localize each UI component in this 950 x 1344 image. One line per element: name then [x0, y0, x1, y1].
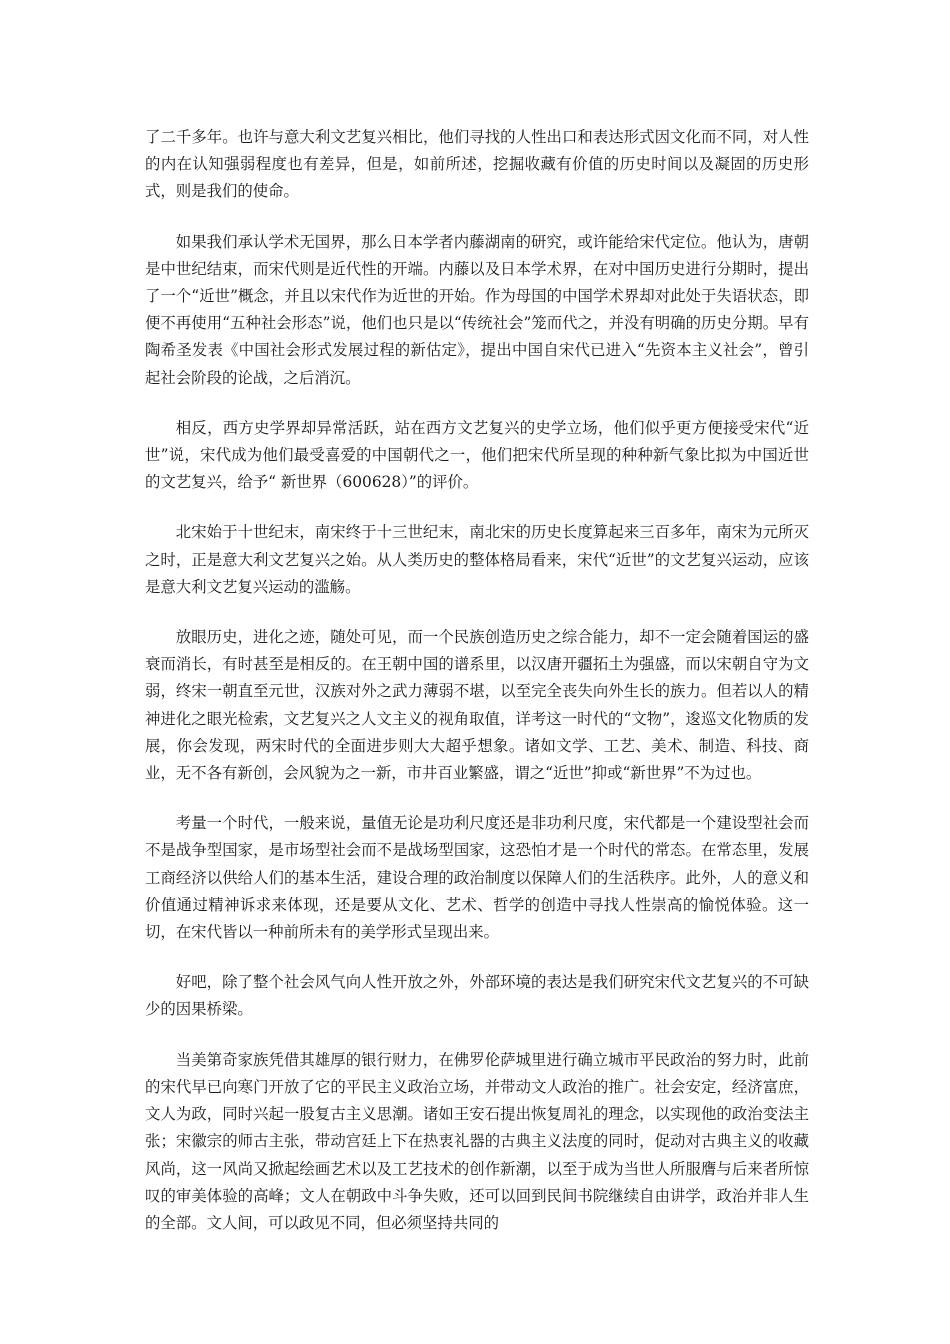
- document-body: [145, 124, 809, 1260]
- paragraph-6: 考量一个时代，一般来说，量值无论是功利尺度还是非功利尺度，宋代都是一个建设型社会而不是战争型国家，是市场型社会而不是战场型国家，这恐怕才是一个时代的常态。在常态里，发展工商经济以供给人们的基本生活，建设合理的政治制度以保障人们的生活秩序。此外，人的意义和价值通过精神诉求来体现，还是要从文化、艺术、哲学的创造中寻找人性崇高的愉悦体验。这一切，在宋代皆以一种前所未有的美学形式呈现出来。: [145, 814, 809, 942]
- paragraph-5: 放眼历史，进化之迹，随处可见，而一个民族创造历史之综合能力，却不一定会随着国运的盛衰而消长，有时甚至是相反的。在王朝中国的谱系里，以汉唐开疆拓土为强盛，而以宋朝自守为文弱，终宋一朝直至元世，汉族对外之武力薄弱不堪，以至完全丧失向外生长的族力。但若以人的精神进化之眼光检索，文艺复兴之人文主义的视角取值，详考这一时代的“文物”，逡巡文化物质的发展，你会发现，两宋时代的全面进步则大大超乎想象。诸如文学、工艺、美术、制造、科技、商业，无不各有新创，会风貌为之一新，市井百业繁盛，谓之“近世”抑或“新世界”不为过也。: [145, 628, 809, 783]
- paragraph-3: 相反，西方史学界却异常活跃，站在西方文艺复兴的史学立场，他们似乎更方便接受宋代“近世”说，宋代成为他们最受喜爱的中国朝代之一，他们把宋代所呈现的种种新气象比拟为中国近世的文艺复兴，给予“ 新世界（600628）”的评价。: [145, 418, 809, 492]
- paragraph-4: 北宋始于十世纪末，南宋终于十三世纪末，南北宋的历史长度算起来三百多年，南宋为元所灭之时，正是意大利文艺复兴之始。从人类历史的整体格局看来，宋代“近世”的文艺复兴运动，应该是意大利文艺复兴运动的滥觞。: [145, 523, 809, 596]
- paragraph-1: 了二千多年。也许与意大利文艺复兴相比，他们寻找的人性出口和表达形式因文化而不同，对人性的内在认知强弱程度也有差异，但是，如前所述，挖掘收藏有价值的历史时间以及凝固的历史形式，则是我们的使命。: [145, 128, 809, 201]
- paragraph-2: 如果我们承认学术无国界，那么日本学者内藤湖南的研究，或许能给宋代定位。他认为，唐朝是中世纪结束，而宋代则是近代性的开端。内藤以及日本学术界，在对中国历史进行分期时，提出了一个“近世”概念，并且以宋代作为近世的开始。作为母国的中国学术界却对此处于失语状态，即便不再使用“五种社会形态”说，他们也只是以“传统社会”笼而代之，并没有明确的历史分期。早有陶希圣发表《中国社会形式发展过程的新估定》，提出中国自宋代已进入“先资本主义社会”，曾引起社会阶段的论战，之后消沉。: [145, 232, 809, 387]
- paragraph-8: 当美第奇家族凭借其雄厚的银行财力，在佛罗伦萨城里进行确立城市平民政治的努力时，此前的宋代早已向寒门开放了它的平民主义政治立场，并带动文人政治的推广。社会安定，经济富庶，文人为政，同时兴起一股复古主义思潮。诸如王安石提出恢复周礼的理念，以实现他的政治变法主张；宋徽宗的师古主张，带动宫廷上下在热衷礼器的古典主义法度的同时，促动对古典主义的收藏风尚，这一风尚又掀起绘画艺术以及工艺技术的创作新潮，以至于成为当世人所服膺与后来者所惊叹的审美体验的高峰；文人在朝政中斗争失败，还可以回到民间书院继续自由讲学，政治并非人生的全部。文人间，可以政见不同，但必须坚持共同的: [145, 1050, 809, 1232]
- paragraph-7: 好吧，除了整个社会风气向人性开放之外，外部环境的表达是我们研究宋代文艺复兴的不可缺少的因果桥梁。: [145, 973, 809, 1019]
